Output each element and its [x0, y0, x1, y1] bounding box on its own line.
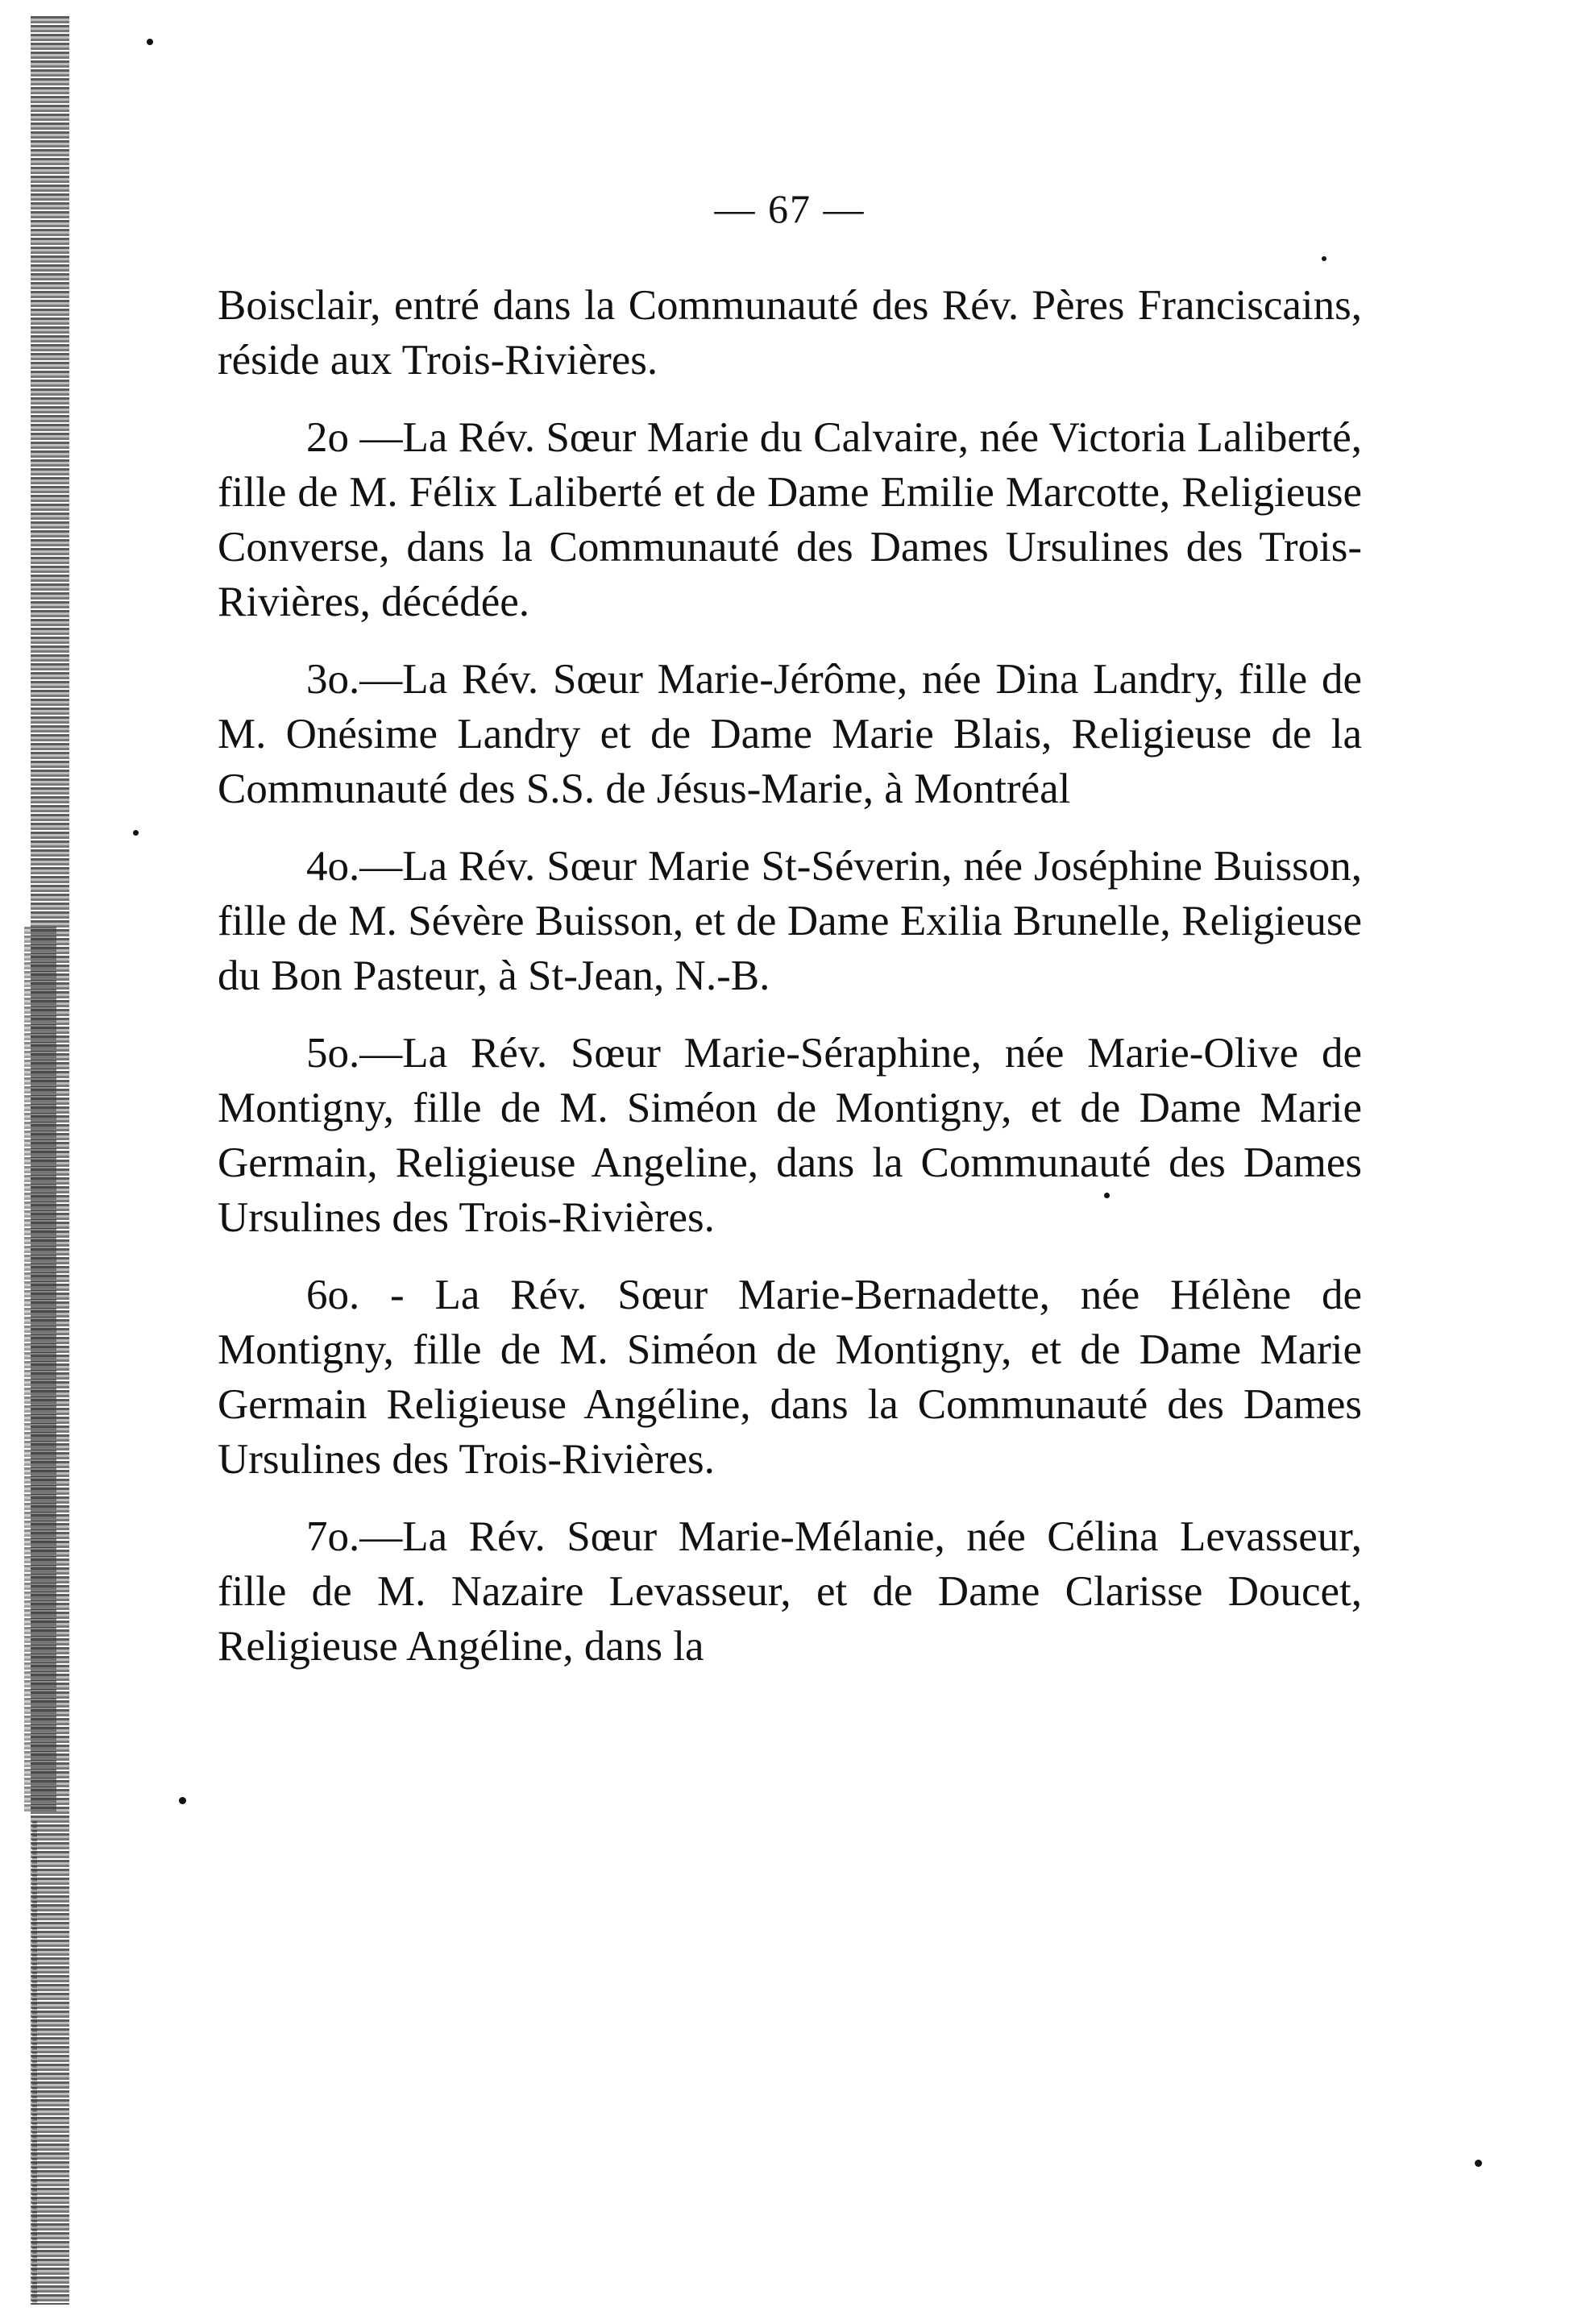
paragraph-entry-4: 4o.—La Rév. Sœur Marie St-Séverin, née Joséphine Buisson, fille de M. Sévère Buisson, et de Dame Exilia Brunelle, Religieuse du Bon Pasteur, à St-Jean, N.-B. — [218, 843, 1362, 999]
scan-speck — [1475, 2160, 1482, 2167]
binding-edge-shadow-lower — [24, 927, 56, 1813]
page-number: — 67 — — [714, 186, 866, 231]
paragraph-entry-3: 3o.—La Rév. Sœur Marie-Jérôme, née Dina Landry, fille de M. Onésime Landry et de Dame Marie Blais, Religieuse de la Communauté des S.S. de Jésus-Marie, à Montréal — [218, 656, 1362, 812]
paragraph-entry-7: 7o.—La Rév. Sœur Marie-Mélanie, née Célina Levasseur, fille de M. Nazaire Levasseur, et de Dame Clarisse Doucet, Religieuse Angéline, dans la — [218, 1513, 1362, 1670]
scan-speck — [179, 1797, 186, 1804]
scan-speck — [1322, 256, 1326, 261]
paragraph-entry-6: 6o. - La Rév. Sœur Marie-Bernadette, née Hélène de Montigny, fille de M. Siméon de Montigny, et de Dame Marie Germain Religieuse Angéline, dans la Communauté des Dames Ursulines des Trois-Rivières. — [218, 1272, 1362, 1483]
paragraph-continued: Boisclair, entré dans la Communauté des Rév. Pères Franciscains, réside aux Trois-Rivières. — [218, 282, 1362, 384]
paragraph-entry-5: 5o.—La Rév. Sœur Marie-Séraphine, née Marie-Olive de Montigny, fille de M. Siméon de Montigny, et de Dame Marie Germain, Religieuse Angeline, dans la Communauté des Dames Ursulines des Trois-Rivières. — [218, 1030, 1362, 1241]
page-text-body — [218, 278, 1362, 1696]
scan-speck — [147, 39, 153, 45]
scan-speck — [133, 830, 139, 836]
paragraph-entry-2: 2o —La Rév. Sœur Marie du Calvaire, née Victoria Laliberté, fille de M. Félix Laliberté et de Dame Emilie Marcotte, Religieuse Converse, dans la Communauté des Dames Ursulines des Trois-Rivières, décédée. — [218, 414, 1362, 625]
binding-edge-shadow-tail — [32, 1821, 37, 2305]
